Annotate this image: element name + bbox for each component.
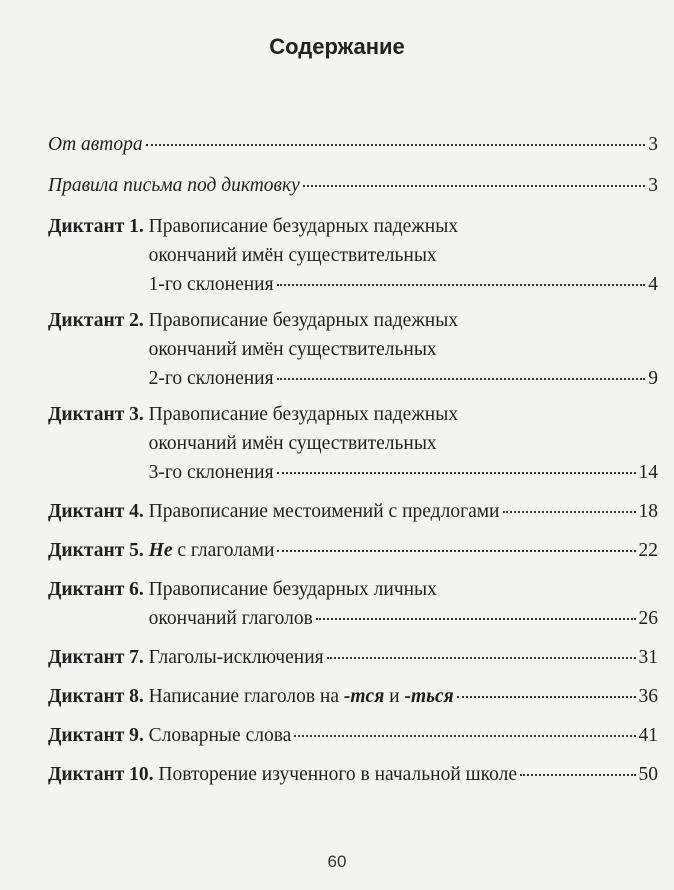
toc-entry-line: Правописание безударных падежных [148, 404, 459, 425]
toc-entry-line: 1-го склонения [148, 274, 274, 295]
page-title: Содержание [269, 34, 405, 59]
page-number: 60 [327, 852, 347, 871]
leader-dots [303, 184, 645, 187]
toc-entry-text: Правила письма под диктовку [48, 175, 300, 196]
toc-entry-head: Диктант 3. [48, 404, 144, 425]
toc-entry-head: Диктант 5. [48, 540, 144, 561]
toc-entry-text: Словарные слова [148, 725, 292, 746]
toc-entry-dictation-2[interactable] [48, 306, 658, 393]
toc-page-number: 3 [648, 175, 658, 196]
toc-entry-head: Диктант 7. [48, 647, 144, 668]
leader-dots [503, 510, 636, 513]
toc-entry-from-author[interactable] [48, 130, 658, 159]
toc-entry-dictation-5[interactable] [48, 536, 658, 565]
toc-page-number: 22 [638, 540, 658, 561]
toc-entry-line: Правописание безударных падежных [148, 216, 459, 237]
toc-entry-line: окончаний имён существительных [148, 245, 437, 266]
leader-dots [294, 734, 635, 737]
toc-entry-dictation-4[interactable] [48, 497, 658, 526]
toc-entry-dictation-3[interactable] [48, 400, 658, 487]
toc-entry-head: Диктант 4. [48, 501, 144, 522]
toc-page-number: 14 [638, 462, 658, 483]
toc-entry-text: Глаголы-исключения [148, 647, 324, 668]
toc-entry-dictation-rules[interactable] [48, 171, 658, 200]
toc-entry-line: 3-го склонения [148, 462, 274, 483]
toc-page-number: 41 [638, 725, 658, 746]
leader-dots [520, 773, 635, 776]
leader-dots [277, 471, 636, 474]
toc-page-number: 18 [638, 501, 658, 522]
leader-dots [277, 377, 646, 380]
toc-page-number: 3 [648, 134, 658, 155]
leader-dots [277, 549, 635, 552]
toc-entry-text: Правописание местоимений с предлогами [148, 501, 500, 522]
table-of-contents [48, 130, 658, 789]
toc-entry-head: Диктант 8. [48, 686, 144, 707]
toc-page-number: 9 [648, 368, 658, 389]
toc-entry-line: Правописание безударных личных [148, 579, 437, 600]
toc-entry-text: Написание глаголов на [148, 686, 344, 707]
toc-page-number: 36 [638, 686, 658, 707]
leader-dots [146, 143, 646, 146]
leader-dots [316, 617, 636, 620]
toc-entry-line: 2-го склонения [148, 368, 274, 389]
toc-entry-text: Повторение изученного в начальной школе [158, 764, 518, 785]
toc-page-number: 26 [638, 608, 658, 629]
toc-entry-line: окончаний глаголов [148, 608, 313, 629]
toc-entry-dictation-7[interactable] [48, 643, 658, 672]
toc-entry-emphasis: Не [148, 540, 173, 561]
toc-entry-dictation-9[interactable] [48, 721, 658, 750]
toc-entry-emphasis: -тся [343, 686, 385, 707]
toc-entry-head: Диктант 1. [48, 216, 144, 237]
toc-entry-line: окончаний имён существительных [148, 433, 437, 454]
leader-dots [457, 695, 636, 698]
toc-page-number: 4 [648, 274, 658, 295]
toc-entry-head: Диктант 9. [48, 725, 144, 746]
toc-entry-emphasis: -ться [404, 686, 454, 707]
toc-entry-dictation-1[interactable] [48, 212, 658, 299]
leader-dots [327, 656, 636, 659]
toc-entry-line: Правописание безударных падежных [148, 310, 459, 331]
leader-dots [277, 283, 646, 286]
toc-entry-line: окончаний имён существительных [148, 339, 437, 360]
toc-page-number: 31 [638, 647, 658, 668]
toc-entry-dictation-6[interactable] [48, 575, 658, 633]
toc-entry-head: Диктант 10. [48, 764, 154, 785]
toc-entry-text: и [384, 686, 405, 707]
toc-entry-dictation-8[interactable] [48, 682, 658, 711]
toc-entry-head: Диктант 6. [48, 579, 144, 600]
toc-entry-dictation-10[interactable] [48, 760, 658, 789]
toc-entry-text: с глаголами [172, 540, 275, 561]
toc-entry-head: Диктант 2. [48, 310, 144, 331]
toc-page-number: 50 [638, 764, 658, 785]
toc-entry-text: От автора [48, 134, 143, 155]
